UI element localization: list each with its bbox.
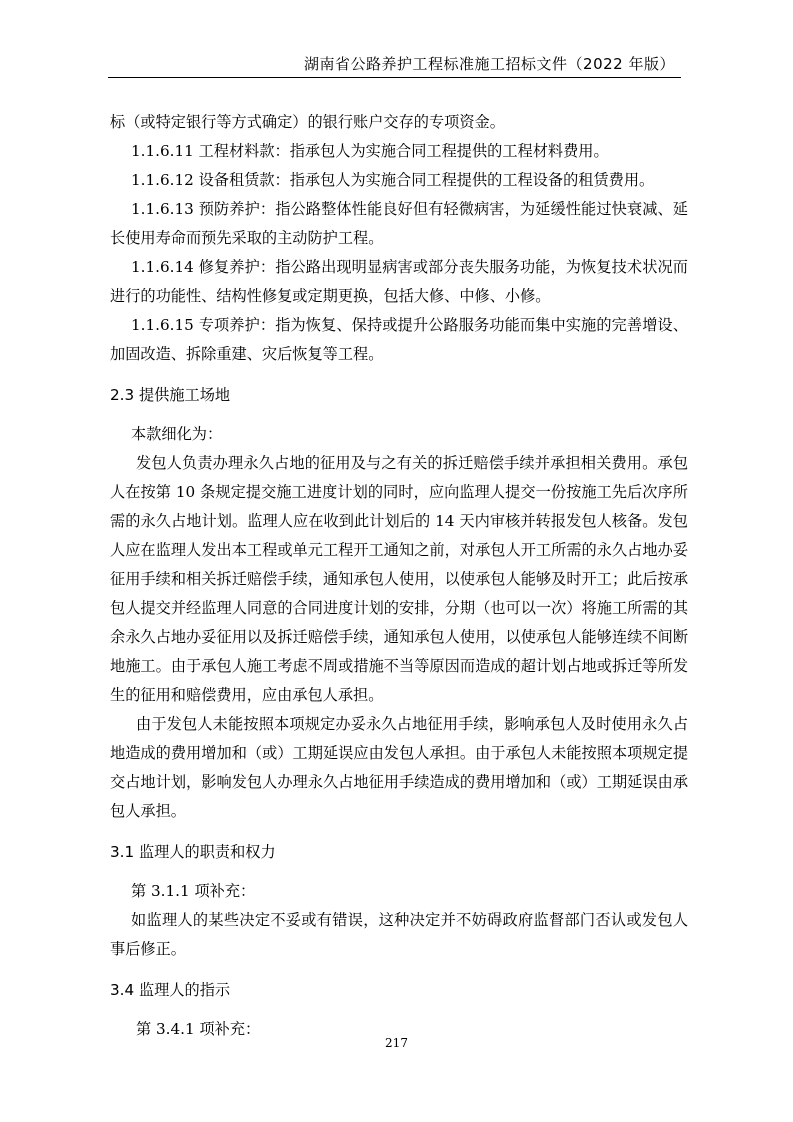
paragraph: 1.1.6.11 工程材料款：指承包人为实施合同工程提供的工程材料费用。 — [131, 142, 609, 160]
paragraph: 标（或特定银行等方式确定）的银行账户交存的专项资金。 — [110, 113, 505, 131]
page-number: 217 — [385, 1036, 408, 1050]
section-heading: 3.1 监理人的职责和权力 — [110, 843, 276, 861]
paragraph: 第 3.1.1 项补充： — [131, 882, 256, 900]
header-rule — [108, 77, 681, 78]
paragraph: 1.1.6.15 专项养护：指为恢复、保持或提升公路服务功能而集中实施的完善增设、加固改造、拆除重建、灾后恢复等工程。 — [110, 316, 688, 363]
document-title: 湖南省公路养护工程标准施工招标文件（2022 年版） — [304, 55, 675, 73]
paragraph: 1.1.6.14 修复养护：指公路出现明显病害或部分丧失服务功能，为恢复技术状况而进行的功能性、结构性修复或定期更换，包括大修、中修、小修。 — [110, 258, 688, 305]
section-heading: 3.4 监理人的指示 — [110, 981, 231, 999]
paragraph: 第 3.4.1 项补充： — [136, 1020, 261, 1038]
paragraph: 1.1.6.12 设备租赁款：指承包人为实施合同工程提供的工程设备的租赁费用。 — [131, 171, 655, 189]
paragraph: 发包人负责办理永久占地的征用及与之有关的拆迁赔偿手续并承担相关费用。承包人在按第 10 条规定提交施工进度计划的同时，应向监理人提交一份按施工先后次序所需的永久占地计划。监理人应在收到此计划后的 14 天内审核并转报发包人核备。发包人应在监理人发出本工程或单元工程开工通知之前，对承包人开工所需的永久占地办妥征用手续和相关拆迁赔偿手续，通知承包人使用，以使承包人能够及时开工；此后按承包人提交并经监理人同意的合同进度计划的安排，分期（也可以一次）将施工所需的其余永久占地办妥征用以及拆迁赔偿手续，通知承包人使用，以使承包人能够连续不间断地施工。由于承包人施工考虑不周或措施不当等原因而造成的超计划占地或拆迁等所发生的征用和赔偿费用，应由承包人承担。 — [110, 454, 688, 704]
document-body — [110, 108, 688, 1044]
paragraph: 如监理人的某些决定不妥或有错误，这种决定并不妨碍政府监督部门否认或发包人事后修正。 — [110, 911, 688, 958]
paragraph: 本款细化为： — [131, 425, 223, 443]
paragraph: 由于发包人未能按照本项规定办妥永久占地征用手续，影响承包人及时使用永久占地造成的费用增加和（或）工期延误应由发包人承担。由于承包人未能按照本项规定提交占地计划，影响发包人办理永久占地征用手续造成的费用增加和（或）工期延误由承包人承担。 — [110, 715, 688, 820]
paragraph: 1.1.6.13 预防养护：指公路整体性能良好但有轻微病害，为延缓性能过快衰减、延长使用寿命而预先采取的主动防护工程。 — [110, 200, 688, 247]
section-heading: 2.3 提供施工场地 — [110, 386, 231, 404]
